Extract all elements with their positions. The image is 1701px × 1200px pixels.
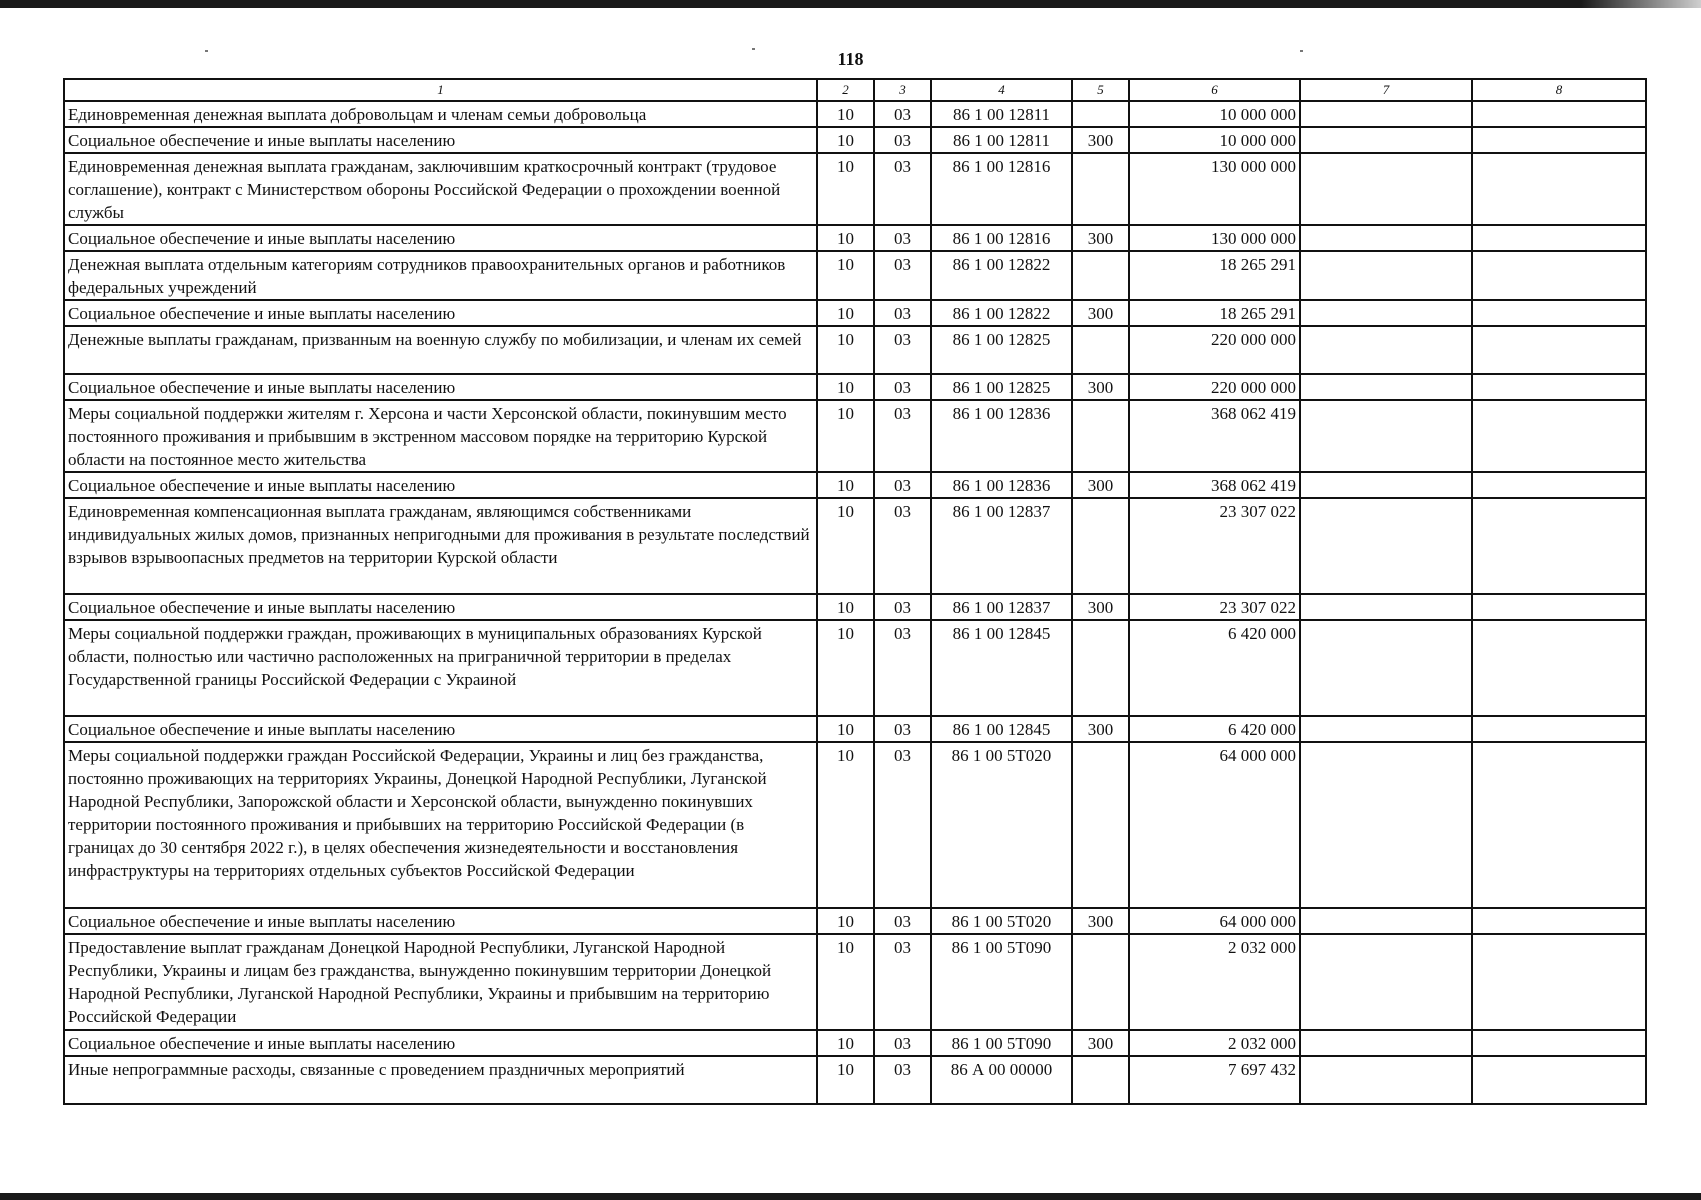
expense-name: Денежные выплаты гражданам, призванным на военную службу по мобилизации, и членам их семей xyxy=(64,326,817,374)
amount-col-7 xyxy=(1300,742,1472,908)
section-code: 10 xyxy=(817,1056,874,1104)
amount-col-8 xyxy=(1472,400,1646,472)
amount: 130 000 000 xyxy=(1129,225,1300,251)
section-code: 10 xyxy=(817,594,874,620)
target-article-code: 86 1 00 5Т090 xyxy=(931,1030,1072,1056)
expense-type-code xyxy=(1072,934,1129,1030)
expense-type-code: 300 xyxy=(1072,472,1129,498)
amount: 368 062 419 xyxy=(1129,472,1300,498)
table-row xyxy=(64,908,1646,934)
section-code: 10 xyxy=(817,908,874,934)
subsection-code: 03 xyxy=(874,374,931,400)
amount-col-8 xyxy=(1472,300,1646,326)
target-article-code: 86 1 00 5Т020 xyxy=(931,908,1072,934)
subsection-code: 03 xyxy=(874,1030,931,1056)
amount-col-8 xyxy=(1472,1056,1646,1104)
section-code: 10 xyxy=(817,127,874,153)
expense-name: Предоставление выплат гражданам Донецкой Народной Республики, Луганской Народной Республики, Украины и лицам без гражданства, вынужденно покинувшим территории Донецкой Народной Республики, Луганской Народной Республики, Украины и прибывшим на территорию Российской Федерации xyxy=(64,934,817,1030)
amount-col-7 xyxy=(1300,620,1472,716)
amount-col-8 xyxy=(1472,594,1646,620)
expense-type-code xyxy=(1072,498,1129,594)
expense-type-code: 300 xyxy=(1072,225,1129,251)
table-row xyxy=(64,153,1646,225)
subsection-code: 03 xyxy=(874,472,931,498)
target-article-code: 86 1 00 5Т020 xyxy=(931,742,1072,908)
amount-col-7 xyxy=(1300,1056,1472,1104)
target-article-code: 86 1 00 12825 xyxy=(931,326,1072,374)
target-article-code: 86 1 00 12822 xyxy=(931,300,1072,326)
table-row xyxy=(64,127,1646,153)
amount-col-8 xyxy=(1472,472,1646,498)
section-code: 10 xyxy=(817,251,874,300)
page-number: 118 xyxy=(837,49,864,69)
amount: 368 062 419 xyxy=(1129,400,1300,472)
amount-col-8 xyxy=(1472,326,1646,374)
amount: 23 307 022 xyxy=(1129,498,1300,594)
expense-type-code xyxy=(1072,400,1129,472)
table-row xyxy=(64,1056,1646,1104)
table-row xyxy=(64,101,1646,127)
amount: 10 000 000 xyxy=(1129,127,1300,153)
table-row xyxy=(64,1030,1646,1056)
column-header: 4 xyxy=(931,79,1072,101)
amount-col-7 xyxy=(1300,374,1472,400)
column-header: 1 xyxy=(64,79,817,101)
section-code: 10 xyxy=(817,326,874,374)
scan-edge-top xyxy=(0,0,1701,8)
amount-col-8 xyxy=(1472,127,1646,153)
expense-type-code xyxy=(1072,101,1129,127)
subsection-code: 03 xyxy=(874,225,931,251)
target-article-code: 86 1 00 12836 xyxy=(931,472,1072,498)
amount-col-8 xyxy=(1472,716,1646,742)
column-header: 7 xyxy=(1300,79,1472,101)
section-code: 10 xyxy=(817,472,874,498)
expense-name: Единовременная компенсационная выплата гражданам, являющимся собственниками индивидуальных жилых домов, признанных непригодными для проживания в результате последствий взрывов взрывоопасных предметов на территории Курской области xyxy=(64,498,817,594)
subsection-code: 03 xyxy=(874,594,931,620)
amount-col-8 xyxy=(1472,374,1646,400)
amount-col-8 xyxy=(1472,1030,1646,1056)
scan-edge-top-fade xyxy=(1581,0,1701,8)
expense-type-code: 300 xyxy=(1072,300,1129,326)
amount-col-7 xyxy=(1300,934,1472,1030)
amount-col-7 xyxy=(1300,300,1472,326)
amount-col-7 xyxy=(1300,101,1472,127)
amount: 64 000 000 xyxy=(1129,908,1300,934)
target-article-code: 86 1 00 12816 xyxy=(931,153,1072,225)
amount-col-7 xyxy=(1300,594,1472,620)
amount: 6 420 000 xyxy=(1129,620,1300,716)
table-row xyxy=(64,472,1646,498)
target-article-code: 86 1 00 12825 xyxy=(931,374,1072,400)
subsection-code: 03 xyxy=(874,742,931,908)
expense-name: Социальное обеспечение и иные выплаты населению xyxy=(64,225,817,251)
expense-name: Социальное обеспечение и иные выплаты населению xyxy=(64,127,817,153)
table-row xyxy=(64,742,1646,908)
subsection-code: 03 xyxy=(874,934,931,1030)
expense-name: Денежная выплата отдельным категориям сотрудников правоохранительных органов и работников федеральных учреждений xyxy=(64,251,817,300)
subsection-code: 03 xyxy=(874,400,931,472)
amount: 7 697 432 xyxy=(1129,1056,1300,1104)
expense-name: Меры социальной поддержки граждан Российской Федерации, Украины и лиц без гражданства, постоянно проживающих на территориях Украины, Донецкой Народной Республики, Луганской Народной Республики, Запорожской области и Херсонской области, вынужденно покинувших территории постоянного проживания и прибывших на территорию Российской Федерации (в границах до 30 сентября 2022 г.), в целях обеспечения жизнедеятельности и восстановления инфраструктуры на территориях отдельных субъектов Российской Федерации xyxy=(64,742,817,908)
amount: 18 265 291 xyxy=(1129,251,1300,300)
target-article-code: 86 1 00 12836 xyxy=(931,400,1072,472)
subsection-code: 03 xyxy=(874,498,931,594)
table-row xyxy=(64,374,1646,400)
section-code: 10 xyxy=(817,620,874,716)
expense-name: Социальное обеспечение и иные выплаты населению xyxy=(64,716,817,742)
amount-col-8 xyxy=(1472,251,1646,300)
scan-edge-bottom xyxy=(0,1193,1701,1200)
expense-type-code: 300 xyxy=(1072,374,1129,400)
amount-col-7 xyxy=(1300,472,1472,498)
section-code: 10 xyxy=(817,716,874,742)
table-row xyxy=(64,326,1646,374)
amount-col-8 xyxy=(1472,908,1646,934)
expense-type-code xyxy=(1072,620,1129,716)
section-code: 10 xyxy=(817,153,874,225)
amount-col-8 xyxy=(1472,742,1646,908)
table-row xyxy=(64,934,1646,1030)
target-article-code: 86 1 00 12822 xyxy=(931,251,1072,300)
target-article-code: 86 1 00 12845 xyxy=(931,716,1072,742)
amount: 130 000 000 xyxy=(1129,153,1300,225)
table-row xyxy=(64,300,1646,326)
amount-col-8 xyxy=(1472,934,1646,1030)
expense-type-code: 300 xyxy=(1072,594,1129,620)
expense-type-code xyxy=(1072,1056,1129,1104)
subsection-code: 03 xyxy=(874,1056,931,1104)
amount: 64 000 000 xyxy=(1129,742,1300,908)
expense-name: Меры социальной поддержки граждан, проживающих в муниципальных образованиях Курской области, полностью или частично расположенных на приграничной территории в пределах Государственной границы Российской Федерации с Украиной xyxy=(64,620,817,716)
amount: 2 032 000 xyxy=(1129,1030,1300,1056)
target-article-code: 86 1 00 5Т090 xyxy=(931,934,1072,1030)
section-code: 10 xyxy=(817,742,874,908)
target-article-code: 86 1 00 12845 xyxy=(931,620,1072,716)
column-header: 6 xyxy=(1129,79,1300,101)
amount-col-7 xyxy=(1300,153,1472,225)
section-code: 10 xyxy=(817,400,874,472)
amount: 10 000 000 xyxy=(1129,101,1300,127)
section-code: 10 xyxy=(817,498,874,594)
target-article-code: 86 1 00 12837 xyxy=(931,498,1072,594)
table-row xyxy=(64,620,1646,716)
subsection-code: 03 xyxy=(874,326,931,374)
target-article-code: 86 1 00 12811 xyxy=(931,127,1072,153)
amount: 220 000 000 xyxy=(1129,374,1300,400)
subsection-code: 03 xyxy=(874,127,931,153)
table-row xyxy=(64,716,1646,742)
subsection-code: 03 xyxy=(874,153,931,225)
target-article-code: 86 1 00 12811 xyxy=(931,101,1072,127)
column-number-row xyxy=(64,79,1646,101)
subsection-code: 03 xyxy=(874,251,931,300)
amount-col-7 xyxy=(1300,251,1472,300)
expense-type-code xyxy=(1072,326,1129,374)
section-code: 10 xyxy=(817,225,874,251)
expense-type-code: 300 xyxy=(1072,127,1129,153)
expense-name: Меры социальной поддержки жителям г. Херсона и части Херсонской области, покинувшим место постоянного проживания и прибывшим в экстренном массовом порядке на территорию Курской области на постоянное место жительства xyxy=(64,400,817,472)
column-header: 8 xyxy=(1472,79,1646,101)
section-code: 10 xyxy=(817,374,874,400)
amount-col-7 xyxy=(1300,127,1472,153)
expense-name: Социальное обеспечение и иные выплаты населению xyxy=(64,594,817,620)
section-code: 10 xyxy=(817,1030,874,1056)
expense-name: Единовременная денежная выплата добровольцам и членам семьи добровольца xyxy=(64,101,817,127)
amount-col-8 xyxy=(1472,225,1646,251)
section-code: 10 xyxy=(817,101,874,127)
table-row xyxy=(64,594,1646,620)
amount-col-7 xyxy=(1300,716,1472,742)
expense-name: Социальное обеспечение и иные выплаты населению xyxy=(64,908,817,934)
amount-col-7 xyxy=(1300,326,1472,374)
expense-type-code xyxy=(1072,742,1129,908)
subsection-code: 03 xyxy=(874,908,931,934)
amount-col-8 xyxy=(1472,620,1646,716)
expense-type-code: 300 xyxy=(1072,716,1129,742)
column-header: 5 xyxy=(1072,79,1129,101)
table-row xyxy=(64,400,1646,472)
amount: 6 420 000 xyxy=(1129,716,1300,742)
amount-col-7 xyxy=(1300,400,1472,472)
expense-type-code: 300 xyxy=(1072,1030,1129,1056)
subsection-code: 03 xyxy=(874,716,931,742)
amount: 23 307 022 xyxy=(1129,594,1300,620)
subsection-code: 03 xyxy=(874,620,931,716)
amount-col-7 xyxy=(1300,225,1472,251)
target-article-code: 86 1 00 12837 xyxy=(931,594,1072,620)
column-header: 3 xyxy=(874,79,931,101)
expense-name: Иные непрограммные расходы, связанные с проведением праздничных мероприятий xyxy=(64,1056,817,1104)
amount: 2 032 000 xyxy=(1129,934,1300,1030)
amount-col-8 xyxy=(1472,153,1646,225)
target-article-code: 86 А 00 00000 xyxy=(931,1056,1072,1104)
section-code: 10 xyxy=(817,300,874,326)
amount-col-7 xyxy=(1300,498,1472,594)
subsection-code: 03 xyxy=(874,300,931,326)
table-row xyxy=(64,225,1646,251)
expense-type-code xyxy=(1072,251,1129,300)
table-row xyxy=(64,498,1646,594)
amount-col-7 xyxy=(1300,908,1472,934)
expense-name: Единовременная денежная выплата гражданам, заключившим краткосрочный контракт (трудовое соглашение), контракт с Министерством обороны Российской Федерации о прохождении военной службы xyxy=(64,153,817,225)
amount: 220 000 000 xyxy=(1129,326,1300,374)
amount-col-8 xyxy=(1472,498,1646,594)
expense-name: Социальное обеспечение и иные выплаты населению xyxy=(64,472,817,498)
expense-type-code: 300 xyxy=(1072,908,1129,934)
target-article-code: 86 1 00 12816 xyxy=(931,225,1072,251)
expense-name: Социальное обеспечение и иные выплаты населению xyxy=(64,300,817,326)
budget-table xyxy=(63,78,1647,1105)
subsection-code: 03 xyxy=(874,101,931,127)
column-header: 2 xyxy=(817,79,874,101)
table-row xyxy=(64,251,1646,300)
amount: 18 265 291 xyxy=(1129,300,1300,326)
expense-name: Социальное обеспечение и иные выплаты населению xyxy=(64,1030,817,1056)
section-code: 10 xyxy=(817,934,874,1030)
amount-col-7 xyxy=(1300,1030,1472,1056)
expense-name: Социальное обеспечение и иные выплаты населению xyxy=(64,374,817,400)
amount-col-8 xyxy=(1472,101,1646,127)
expense-type-code xyxy=(1072,153,1129,225)
